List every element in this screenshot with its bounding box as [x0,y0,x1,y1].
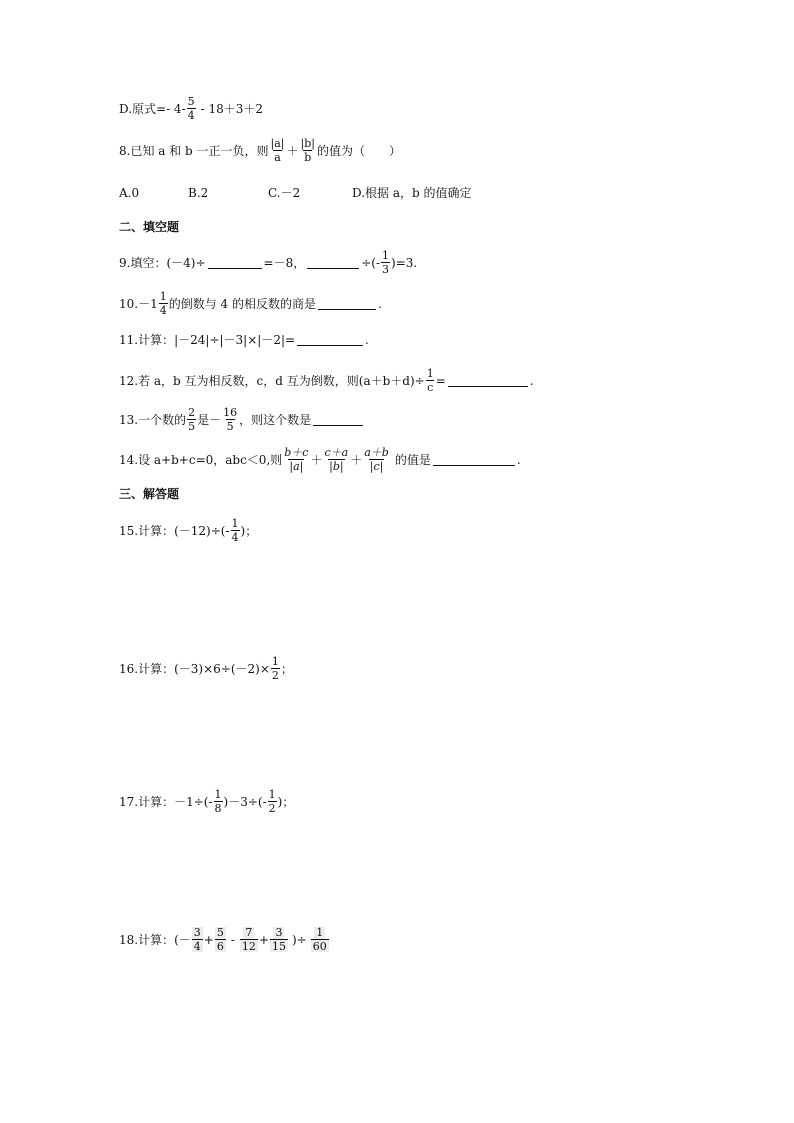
q13-part-2: 是－ [197,412,222,427]
question-10 [119,291,382,316]
q14-fraction-1: $\frac{b+c}{|a|}$ [284,446,309,473]
question-8 [119,138,401,163]
q17-part-2: )－3÷(- [223,794,267,809]
question-9 [119,250,417,275]
section-2-heading: 二、填空题 [119,220,180,234]
q14-part-3: . [516,452,521,467]
q10-part-3: . [378,296,382,311]
q15-part-1: 15.计算：(－12)÷(- [119,523,230,538]
q17-fraction-2: $\frac{1}{2}$ [268,788,276,815]
q8-prefix: 8.已知 a 和 b 一正一负，则 [119,143,269,158]
q7-option-d [119,96,263,121]
q8-plus: ＋ [286,143,299,158]
q15-part-2: )； [240,523,258,538]
q13-blank[interactable] [313,413,363,426]
q10-fraction: $\frac{1}{4}$ [159,290,167,317]
question-13 [119,407,365,432]
question-17 [119,789,294,814]
q8-fraction-1: $\frac{|a|}{a}$ [270,137,285,164]
q13-fraction-1: $\frac{2}{5}$ [188,406,196,433]
q7d-tail: - 18＋3＋2 [200,101,264,116]
question-12 [119,368,534,393]
q9-part-4: )=3. [391,255,418,270]
q18-part-1: 18.计算：(－ [119,932,191,947]
question-14 [119,447,521,472]
q9-fraction: $\frac{1}{3}$ [382,249,390,276]
q17-part-1: 17.计算：－1÷(- [119,794,213,809]
q11-part-1: 11.计算：|－24|÷|－3|×|－2|= [119,332,296,347]
q10-part-2: 的倒数与 4 的相反数的商是 [168,296,316,311]
q12-part-3: . [529,373,534,388]
q17-fraction-1: $\frac{1}{8}$ [214,788,222,815]
q7d-fraction: $\frac{5}{4}$ [187,95,195,122]
q14-part-2: 的值是 [394,452,431,467]
question-16 [119,656,293,681]
q18-fraction-3: $\frac{7}{12}$ [241,926,256,953]
q18-op-1: + [203,932,214,947]
q8-option-d: D.根据 a，b 的值确定 [352,186,472,200]
q12-part-1: 12.若 a，b 互为相反数，c，d 互为倒数，则(a＋b＋d)÷ [119,373,425,388]
q13-part-1: 13.一个数的 [119,412,187,427]
q14-plus-2: ＋ [350,452,363,467]
q18-op-3: + [258,932,269,947]
q11-blank[interactable] [297,333,363,346]
q12-fraction: $\frac{1}{c}$ [426,367,434,394]
q8-options [119,187,471,199]
q12-blank[interactable] [448,374,528,387]
q14-blank[interactable] [433,453,515,466]
question-11 [119,333,369,346]
q10-part-1: 10.－1 [119,296,158,311]
q9-part-2: =－8， [263,255,306,270]
q13-fraction-2: $\frac{16}{5}$ [223,406,238,433]
q18-fraction-5: $\frac{1}{60}$ [312,926,327,953]
q14-plus-1: ＋ [310,452,323,467]
q8-fraction-2: $\frac{|b|}{b}$ [300,137,316,164]
q8-option-b: B.2 [188,186,209,200]
question-18 [119,927,330,952]
q9-blank-1[interactable] [208,256,262,269]
q14-part-1: 14.设 a+b+c=0，abc＜0,则 [119,452,283,467]
q18-op-4: )÷ [291,932,307,947]
q8-suffix: 的值为（ ） [317,143,402,158]
q7d-label: D.原式=- 4- [119,101,186,116]
q9-blank-2[interactable] [307,256,359,269]
q16-fraction: $\frac{1}{2}$ [271,655,279,682]
q9-part-1: 9.填空：(－4)÷ [119,255,206,270]
q8-option-a: A.0 [119,186,140,200]
q8-option-c: C.－2 [268,186,301,200]
q15-fraction: $\frac{1}{4}$ [231,517,239,544]
q9-part-3: ÷(- [361,255,381,270]
q18-fraction-1: $\frac{3}{4}$ [193,926,201,953]
q18-fraction-4: $\frac{3}{15}$ [271,926,286,953]
q17-part-3: )； [277,794,295,809]
q11-part-2: . [365,332,369,347]
q14-fraction-3: $\frac{a+b}{|c|}$ [364,446,389,473]
q16-part-1: 16.计算：(－3)×6÷(－2)× [119,661,270,676]
q18-fraction-2: $\frac{5}{6}$ [216,926,224,953]
q18-op-2: - [230,932,235,947]
q13-part-3: ，则这个数是 [239,412,312,427]
q10-blank[interactable] [318,297,376,310]
q12-part-2: = [435,373,446,388]
q14-fraction-2: $\frac{c+a}{|b|}$ [324,446,349,473]
q16-part-2: ； [280,661,293,676]
question-15 [119,518,257,543]
section-3-heading: 三、解答题 [119,487,180,501]
